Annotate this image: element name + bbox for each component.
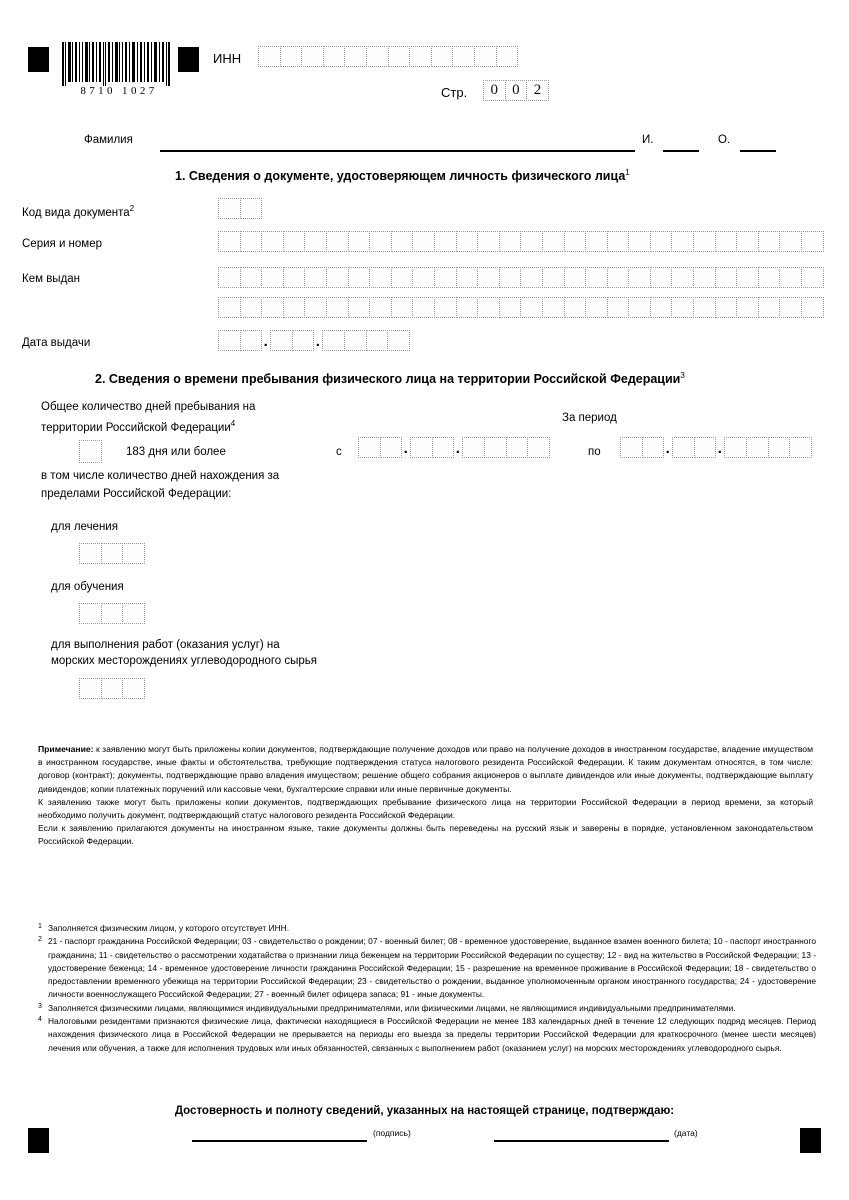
issue-date-year-cell[interactable] xyxy=(344,330,367,351)
series-number-cell[interactable] xyxy=(715,231,738,252)
footnote xyxy=(38,1015,816,1055)
issued-by-cell[interactable] xyxy=(693,297,716,318)
total-days-label-line2-text: территории Российской Федерации xyxy=(41,421,231,434)
issued-by-cell[interactable] xyxy=(736,267,759,288)
issued-by-cell[interactable] xyxy=(585,297,608,318)
offshore-label-line1: для выполнения работ (оказания услуг) на xyxy=(51,639,280,651)
series-number-cell[interactable] xyxy=(628,231,651,252)
period-label: За период xyxy=(562,412,617,424)
issued-by-cell[interactable] xyxy=(456,297,479,318)
issued-by-cell[interactable] xyxy=(261,297,284,318)
page-number-cell[interactable]: 0 xyxy=(483,80,506,101)
footnotes-block xyxy=(38,922,816,1055)
period-to-year-cell[interactable] xyxy=(724,437,747,458)
section-1-title xyxy=(175,168,630,183)
page-number-input[interactable] xyxy=(483,80,548,101)
inn-cell[interactable] xyxy=(280,46,303,67)
barcode-digits: 8710 1027 xyxy=(80,85,158,97)
footnote-number: 4 xyxy=(38,1016,42,1024)
period-to-label: по xyxy=(588,446,601,458)
issued-by-cell[interactable] xyxy=(779,297,802,318)
treatment-days-cell[interactable] xyxy=(79,543,102,564)
treatment-days-cell[interactable] xyxy=(122,543,145,564)
issued-by-cell[interactable] xyxy=(304,267,327,288)
series-number-cell[interactable] xyxy=(326,231,349,252)
issue-date-year-cell[interactable] xyxy=(366,330,389,351)
total-days-footnote: 4 xyxy=(230,419,236,428)
issued-by-cell[interactable] xyxy=(456,267,479,288)
series-number-label: Серия и номер xyxy=(22,238,103,250)
barcode-bars-icon xyxy=(62,42,172,86)
middle-initial-label: О. xyxy=(718,134,731,146)
period-to-day-cell[interactable] xyxy=(620,437,643,458)
issued-by-cell[interactable] xyxy=(434,297,457,318)
issued-by-cell[interactable] xyxy=(671,297,694,318)
issued-by-cell[interactable] xyxy=(218,297,241,318)
series-number-cell[interactable] xyxy=(758,231,781,252)
doc-type-code-label-text: Код вида документа xyxy=(22,206,130,219)
period-to-date-input[interactable] xyxy=(620,437,811,458)
period-to-month-cell[interactable] xyxy=(672,437,695,458)
period-from-day-cell[interactable] xyxy=(358,437,381,458)
offshore-days-cell[interactable] xyxy=(122,678,145,699)
issued-by-cell[interactable] xyxy=(715,267,738,288)
period-to-day-cell[interactable] xyxy=(642,437,665,458)
issued-by-cell[interactable] xyxy=(542,267,565,288)
issue-date-separator-1: . xyxy=(263,333,268,350)
inn-cell[interactable] xyxy=(452,46,475,67)
issued-by-cell[interactable] xyxy=(693,267,716,288)
issued-by-cell[interactable] xyxy=(348,267,371,288)
page-number-cell[interactable]: 2 xyxy=(526,80,549,101)
treatment-label: для лечения xyxy=(51,521,118,533)
note-paragraph-1-text: к заявлению могут быть приложены копии документов, подтверждающие получение доходов или право на получение доходов в иностранном государстве, владение имуществом в иностранном государстве, иные факты и обстоятельства, требующие подтверждения статуса налогового резидента Российской Федерации. К таким документам относятся, в том числе: договор (контракт); документы, подтверждающие право владения имуществом; решение общего собрания акционеров о выплате дивидендов или иные документы, подтверждающие выплату дивидендов; копии платежных поручений или кассовые чеки, бухгалтерские справки или иные первичные документы. xyxy=(38,744,813,794)
period-from-year[interactable] xyxy=(462,437,548,458)
issue-date-year[interactable] xyxy=(322,330,408,351)
note-block xyxy=(38,743,813,849)
period-to-separator-2: . xyxy=(717,440,722,457)
issued-by-cell[interactable] xyxy=(779,267,802,288)
education-label: для обучения xyxy=(51,581,124,593)
period-from-year-cell[interactable] xyxy=(462,437,485,458)
period-from-date-input[interactable] xyxy=(358,437,549,458)
issued-by-cell[interactable] xyxy=(520,297,543,318)
issued-by-cell[interactable] xyxy=(412,267,435,288)
series-number-cell[interactable] xyxy=(348,231,371,252)
issued-by-cell[interactable] xyxy=(434,267,457,288)
issued-by-cell[interactable] xyxy=(585,267,608,288)
series-number-cell[interactable] xyxy=(564,231,587,252)
footnote-text: Налоговыми резидентами признаются физические лица, фактически находящиеся в Российской Федерации не менее 183 календарных дней в течение 12 следующих подряд месяцев. Период нахождения физического лица в Российской Федерации не прерывается на периоды его выезда за пределы территории Российской Федерации для краткосрочного (менее шести месяцев) лечения или обучения, а также для исполнения трудовых или иных обязанностей, связанных с выполнением работ (оказанием услуг) на морских месторождениях углеводородного сырья. xyxy=(48,1016,816,1053)
issued-by-cell[interactable] xyxy=(564,297,587,318)
series-number-cell[interactable] xyxy=(283,231,306,252)
page-number-label: Стр. xyxy=(441,85,468,100)
issued-by-cell[interactable] xyxy=(628,297,651,318)
series-number-cell[interactable] xyxy=(607,231,630,252)
treatment-days-input[interactable] xyxy=(79,543,144,564)
issue-date-label: Дата выдачи xyxy=(22,337,91,349)
issued-by-cell[interactable] xyxy=(391,297,414,318)
registration-mark-bottom-left xyxy=(28,1128,49,1153)
section-2-title xyxy=(95,371,685,386)
series-number-input[interactable] xyxy=(218,231,823,252)
issued-by-cell[interactable] xyxy=(607,267,630,288)
period-to-month[interactable] xyxy=(672,437,715,458)
issued-by-cell[interactable] xyxy=(326,297,349,318)
issued-by-cell[interactable] xyxy=(542,297,565,318)
series-number-cell[interactable] xyxy=(542,231,565,252)
series-number-cell[interactable] xyxy=(240,231,263,252)
period-from-year-cell[interactable] xyxy=(527,437,550,458)
issued-by-cell[interactable] xyxy=(801,297,824,318)
inn-input[interactable] xyxy=(258,46,517,67)
series-number-cell[interactable] xyxy=(477,231,500,252)
issued-by-cell[interactable] xyxy=(240,267,263,288)
issued-by-cell[interactable] xyxy=(736,297,759,318)
first-initial-input-line[interactable] xyxy=(663,150,699,152)
education-days-cell[interactable] xyxy=(79,603,102,624)
period-from-month-cell[interactable] xyxy=(432,437,455,458)
issued-by-cell[interactable] xyxy=(261,267,284,288)
signature-input-line[interactable] xyxy=(192,1140,367,1142)
footnote-number: 2 xyxy=(38,936,42,944)
period-from-year-cell[interactable] xyxy=(484,437,507,458)
issued-by-cell[interactable] xyxy=(348,297,371,318)
offshore-days-input[interactable] xyxy=(79,678,144,699)
series-number-cell[interactable] xyxy=(693,231,716,252)
registration-mark-bottom-right xyxy=(800,1128,821,1153)
inn-cell[interactable] xyxy=(474,46,497,67)
issued-by-cell[interactable] xyxy=(650,267,673,288)
series-number-cell[interactable] xyxy=(585,231,608,252)
period-from-month[interactable] xyxy=(410,437,453,458)
issued-by-cell[interactable] xyxy=(499,297,522,318)
surname-input-line[interactable] xyxy=(160,150,635,152)
education-days-input[interactable] xyxy=(79,603,144,624)
note-paragraph-1 xyxy=(38,743,813,796)
issued-by-cell[interactable] xyxy=(499,267,522,288)
inn-cell[interactable] xyxy=(431,46,454,67)
issued-by-cell[interactable] xyxy=(369,267,392,288)
issue-date-month[interactable] xyxy=(270,330,313,351)
issued-by-cell[interactable] xyxy=(715,297,738,318)
inn-cell[interactable] xyxy=(344,46,367,67)
footnote xyxy=(38,935,816,1001)
issued-by-cell[interactable] xyxy=(304,297,327,318)
date-input-line[interactable] xyxy=(494,1140,669,1142)
issued-by-cell[interactable] xyxy=(283,297,306,318)
issued-by-input-line-1[interactable] xyxy=(218,267,823,288)
issue-date-month-cell[interactable] xyxy=(292,330,315,351)
period-to-year-cell[interactable] xyxy=(768,437,791,458)
period-to-separator-1: . xyxy=(665,440,670,457)
issue-date-year-cell[interactable] xyxy=(322,330,345,351)
period-from-label: с xyxy=(336,446,342,458)
inn-cell[interactable] xyxy=(258,46,281,67)
doc-type-code-cell[interactable] xyxy=(240,198,263,219)
signature-caption: (подпись) xyxy=(373,1128,411,1138)
issue-date-separator-2: . xyxy=(315,333,320,350)
issue-date-input[interactable] xyxy=(218,330,409,351)
footnote xyxy=(38,922,816,935)
issued-by-cell[interactable] xyxy=(801,267,824,288)
footnote-number: 3 xyxy=(38,1002,42,1010)
surname-label: Фамилия xyxy=(84,134,133,146)
registration-mark-top-left xyxy=(28,47,49,72)
issued-by-cell[interactable] xyxy=(671,267,694,288)
series-number-cell[interactable] xyxy=(779,231,802,252)
footnote-text: Заполняется физическими лицами, являющимися индивидуальными предпринимателями, или физическими лицами, не являющимися индивидуальными предпринимателями. xyxy=(48,1002,736,1013)
note-prefix: Примечание: xyxy=(38,744,94,754)
period-to-year-cell[interactable] xyxy=(746,437,769,458)
issued-by-cell[interactable] xyxy=(391,267,414,288)
inn-cell[interactable] xyxy=(496,46,519,67)
issued-by-cell[interactable] xyxy=(758,267,781,288)
issued-by-cell[interactable] xyxy=(607,297,630,318)
total-days-label-line1: Общее количество дней пребывания на xyxy=(41,401,256,413)
footnote-text: 21 - паспорт гражданина Российской Федерации; 03 - свидетельство о рождении; 07 - военный билет; 08 - временное удостоверение, выданное взамен военного билета; 10 - паспорт иностранного гражданина; 11 - свидетельство о рассмотрении ходатайства о признании лица беженцем на территории Российской Федерации по существу; 12 - вид на жительство в Российской Федерации; 13 - удостоверение беженца; 14 - временное удостоверение личности гражданина Российской Федерации; 15 - разрешение на временное проживание в Российской Федерации; 18 - свидетельство о предоставлении временного убежища на территории Российской Федерации; 23 - свидетельство о рождении, выданное уполномоченным органом иностранного государства; 24 - удостоверение личности военнослужащего Российской Федерации; 27 - военный билет офицера запаса; 91 - иные документы. xyxy=(48,936,816,1000)
issued-by-cell[interactable] xyxy=(758,297,781,318)
issued-by-cell[interactable] xyxy=(650,297,673,318)
issued-by-cell[interactable] xyxy=(369,297,392,318)
series-number-cell[interactable] xyxy=(520,231,543,252)
barcode xyxy=(62,42,172,100)
series-number-cell[interactable] xyxy=(391,231,414,252)
inn-cell[interactable] xyxy=(366,46,389,67)
offshore-days-cell[interactable] xyxy=(101,678,124,699)
inn-cell[interactable] xyxy=(409,46,432,67)
doc-type-code-footnote: 2 xyxy=(129,204,135,213)
period-to-day[interactable] xyxy=(620,437,663,458)
outside-rf-label-line2: пределами Российской Федерации: xyxy=(41,488,232,500)
section-2-title-text: 2. Сведения о времени пребывания физического лица на территории Российской Федерации xyxy=(95,372,681,387)
inn-label: ИНН xyxy=(213,51,242,66)
inn-cell[interactable] xyxy=(388,46,411,67)
period-from-day[interactable] xyxy=(358,437,401,458)
note-paragraph-3: Если к заявлению прилагаются документы на иностранном языке, такие документы должны быть переведены на русский язык и заверены в порядке, установленном законодательством Российской Федерации. xyxy=(38,823,813,847)
period-to-year[interactable] xyxy=(724,437,810,458)
period-from-month-cell[interactable] xyxy=(410,437,433,458)
offshore-label-line2: морских месторождениях углеводородного сырья xyxy=(51,655,318,667)
page-number-cell[interactable]: 0 xyxy=(505,80,528,101)
issued-by-cell[interactable] xyxy=(326,267,349,288)
issued-by-cell[interactable] xyxy=(240,297,263,318)
inn-cell[interactable] xyxy=(301,46,324,67)
section-1-title-footnote: 1 xyxy=(625,168,630,177)
total-days-label-line2 xyxy=(41,419,235,434)
issued-by-input-line-2[interactable] xyxy=(218,297,823,318)
issue-date-year-cell[interactable] xyxy=(387,330,410,351)
doc-type-code-input[interactable] xyxy=(218,198,261,219)
period-to-year-cell[interactable] xyxy=(789,437,812,458)
doc-type-code-cell[interactable] xyxy=(218,198,241,219)
confirmation-statement: Достоверность и полноту сведений, указанных на настоящей странице, подтверждаю: xyxy=(174,1105,675,1117)
treatment-days-cell[interactable] xyxy=(101,543,124,564)
section-2-title-footnote: 3 xyxy=(680,371,685,380)
registration-mark-top-left-2 xyxy=(178,47,199,72)
issue-date-day-cell[interactable] xyxy=(240,330,263,351)
issued-by-cell[interactable] xyxy=(628,267,651,288)
issued-by-cell[interactable] xyxy=(520,267,543,288)
doc-type-code-label xyxy=(22,204,134,219)
issue-date-day[interactable] xyxy=(218,330,261,351)
education-days-cell[interactable] xyxy=(122,603,145,624)
series-number-cell[interactable] xyxy=(650,231,673,252)
series-number-cell[interactable] xyxy=(671,231,694,252)
series-number-cell[interactable] xyxy=(412,231,435,252)
issued-by-cell[interactable] xyxy=(477,267,500,288)
series-number-cell[interactable] xyxy=(434,231,457,252)
date-caption: (дата) xyxy=(674,1128,698,1138)
issued-by-cell[interactable] xyxy=(412,297,435,318)
footnote-text: Заполняется физическим лицом, у которого отсутствует ИНН. xyxy=(48,923,290,933)
days-183-label: 183 дня или более xyxy=(126,446,226,458)
issued-by-cell[interactable] xyxy=(564,267,587,288)
period-from-year-cell[interactable] xyxy=(506,437,529,458)
period-to-month-cell[interactable] xyxy=(694,437,717,458)
period-from-day-cell[interactable] xyxy=(380,437,403,458)
series-number-cell[interactable] xyxy=(499,231,522,252)
education-days-cell[interactable] xyxy=(101,603,124,624)
issue-date-month-cell[interactable] xyxy=(270,330,293,351)
middle-initial-input-line[interactable] xyxy=(740,150,776,152)
outside-rf-label-line1: в том числе количество дней нахождения за xyxy=(41,470,280,482)
days-183-checkbox[interactable] xyxy=(79,440,102,463)
issued-by-cell[interactable] xyxy=(283,267,306,288)
issued-by-label: Кем выдан xyxy=(22,273,81,285)
footnote-number: 1 xyxy=(38,923,42,930)
section-1-title-text: 1. Сведения о документе, удостоверяющем личность физического лица xyxy=(175,169,626,184)
offshore-days-cell[interactable] xyxy=(79,678,102,699)
issue-date-day-cell[interactable] xyxy=(218,330,241,351)
first-initial-label: И. xyxy=(642,134,654,146)
series-number-cell[interactable] xyxy=(218,231,241,252)
series-number-cell[interactable] xyxy=(801,231,824,252)
series-number-cell[interactable] xyxy=(736,231,759,252)
series-number-cell[interactable] xyxy=(304,231,327,252)
series-number-cell[interactable] xyxy=(456,231,479,252)
period-from-separator-1: . xyxy=(403,440,408,457)
series-number-cell[interactable] xyxy=(369,231,392,252)
footnote xyxy=(38,1002,816,1015)
series-number-cell[interactable] xyxy=(261,231,284,252)
issued-by-cell[interactable] xyxy=(477,297,500,318)
note-paragraph-2: К заявлению также могут быть приложены копии документов, подтверждающих пребывание физического лица на территории Российской Федерации в период времени, за который необходимо получить документ, подтверждающий статус налогового резидента Российской Федерации. xyxy=(38,796,813,821)
inn-cell[interactable] xyxy=(323,46,346,67)
period-from-separator-2: . xyxy=(455,440,460,457)
issued-by-cell[interactable] xyxy=(218,267,241,288)
